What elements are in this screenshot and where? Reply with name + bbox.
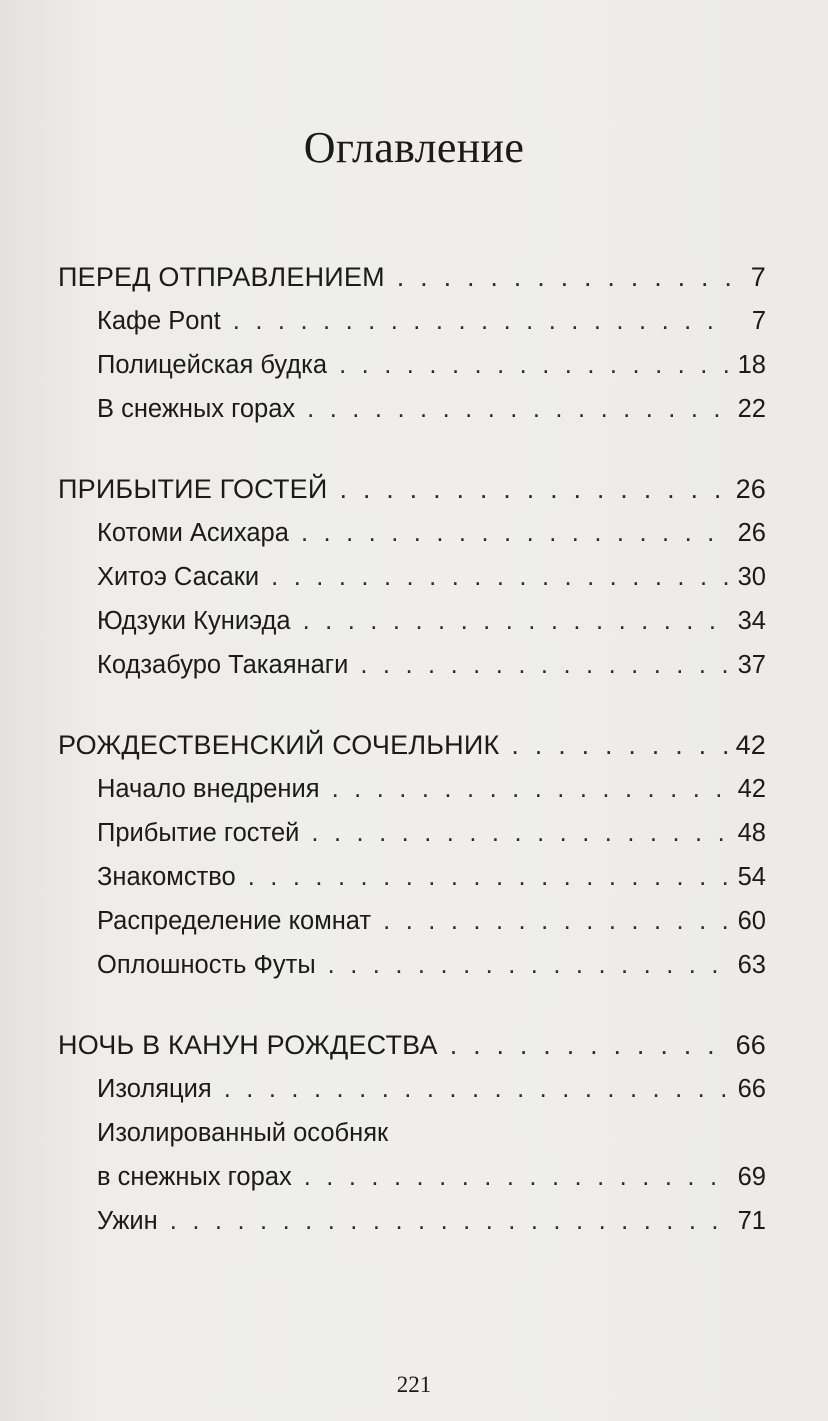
dot-leader xyxy=(328,943,730,987)
toc-page-number: 60 xyxy=(737,907,766,935)
toc-entry xyxy=(58,1155,766,1199)
toc-page-number: 7 xyxy=(751,307,766,335)
toc-entry xyxy=(58,767,766,811)
toc-entry-label: Кодзабуро Такаянаги xyxy=(97,651,349,679)
dot-leader xyxy=(339,467,727,511)
table-of-contents xyxy=(58,255,766,1243)
toc-entry xyxy=(58,599,766,643)
toc-entry xyxy=(58,943,766,987)
toc-page-number: 42 xyxy=(737,775,766,803)
dot-leader xyxy=(248,855,730,899)
toc-entry xyxy=(58,343,766,387)
toc-entry-label: Юдзуки Куниэда xyxy=(97,607,291,635)
toc-entry-label: Оплошность Футы xyxy=(97,951,316,979)
toc-entry-label: Хитоэ Сасаки xyxy=(97,563,260,591)
toc-page-number: 66 xyxy=(735,1030,766,1060)
toc-page-number: 42 xyxy=(735,730,766,760)
toc-entry xyxy=(58,899,766,943)
toc-page-number: 18 xyxy=(737,351,766,379)
dot-leader xyxy=(301,511,730,555)
toc-entry-label: Распределение комнат xyxy=(97,907,372,935)
toc-entry-label: Знакомство xyxy=(97,863,236,891)
toc-page-number: 69 xyxy=(737,1163,766,1191)
toc-entry xyxy=(58,1199,766,1243)
toc-entry xyxy=(58,387,766,431)
dot-leader xyxy=(511,723,727,767)
dot-leader xyxy=(397,255,730,299)
section-spacer xyxy=(58,431,766,467)
toc-section xyxy=(58,255,766,299)
section-spacer xyxy=(58,987,766,1023)
toc-entry-label: Полицейская будка xyxy=(97,351,328,379)
toc-entry xyxy=(58,299,766,343)
toc-entry xyxy=(58,555,766,599)
dot-leader xyxy=(339,343,730,387)
dot-leader xyxy=(311,811,729,855)
toc-section-label: ПРИБЫТИЕ ГОСТЕЙ xyxy=(58,474,328,504)
page-number: 221 xyxy=(396,1372,432,1397)
dot-leader xyxy=(303,599,730,643)
toc-entry xyxy=(58,511,766,555)
dot-leader xyxy=(233,299,730,343)
toc-page-number: 34 xyxy=(737,607,766,635)
toc-entry-label: Кафе Pont xyxy=(97,307,221,335)
toc-entry xyxy=(58,1067,766,1111)
dot-leader xyxy=(170,1199,730,1243)
toc-section-label: ПЕРЕД ОТПРАВЛЕНИЕМ xyxy=(58,262,385,292)
toc-page-number: 22 xyxy=(737,395,766,423)
dot-leader xyxy=(224,1067,730,1111)
toc-page-number: 54 xyxy=(737,863,766,891)
dot-leader xyxy=(304,1155,730,1199)
toc-entry-first-line xyxy=(58,1111,766,1155)
toc-entry-label: Ужин xyxy=(97,1207,158,1235)
dot-leader xyxy=(271,555,729,599)
toc-entry-label: Начало внедрения xyxy=(97,775,320,803)
toc-entry-label: В снежных горах xyxy=(97,395,296,423)
toc-entry-label: в снежных горах xyxy=(97,1163,292,1191)
toc-entry xyxy=(58,811,766,855)
dot-leader xyxy=(450,1023,728,1067)
toc-section-label: РОЖДЕСТВЕНСКИЙ СОЧЕЛЬНИК xyxy=(58,730,500,760)
dot-leader xyxy=(332,767,730,811)
toc-entry xyxy=(58,855,766,899)
dot-leader xyxy=(383,899,730,943)
toc-entry xyxy=(58,643,766,687)
toc-page-number: 26 xyxy=(737,519,766,547)
toc-page-number: 26 xyxy=(735,474,766,504)
toc-section xyxy=(58,467,766,511)
toc-entry-label: Прибытие гостей xyxy=(97,819,300,847)
toc-section-label: НОЧЬ В КАНУН РОЖДЕСТВА xyxy=(58,1030,438,1060)
toc-page-number: 37 xyxy=(737,651,766,679)
toc-page-number: 63 xyxy=(737,951,766,979)
toc-page-number: 71 xyxy=(737,1207,766,1235)
toc-section xyxy=(58,723,766,767)
toc-page-number: 7 xyxy=(750,262,766,292)
toc-entry-label: Котоми Асихара xyxy=(97,519,289,547)
toc-page-number: 66 xyxy=(737,1075,766,1103)
toc-page-number: 48 xyxy=(737,819,766,847)
section-spacer xyxy=(58,687,766,723)
page-title: Оглавление xyxy=(303,123,525,172)
toc-entry-label: Изолированный особняк xyxy=(97,1119,389,1147)
toc-section xyxy=(58,1023,766,1067)
dot-leader xyxy=(360,643,729,687)
toc-entry-label: Изоляция xyxy=(97,1075,212,1103)
toc-page-number: 30 xyxy=(737,563,766,591)
dot-leader xyxy=(307,387,729,431)
